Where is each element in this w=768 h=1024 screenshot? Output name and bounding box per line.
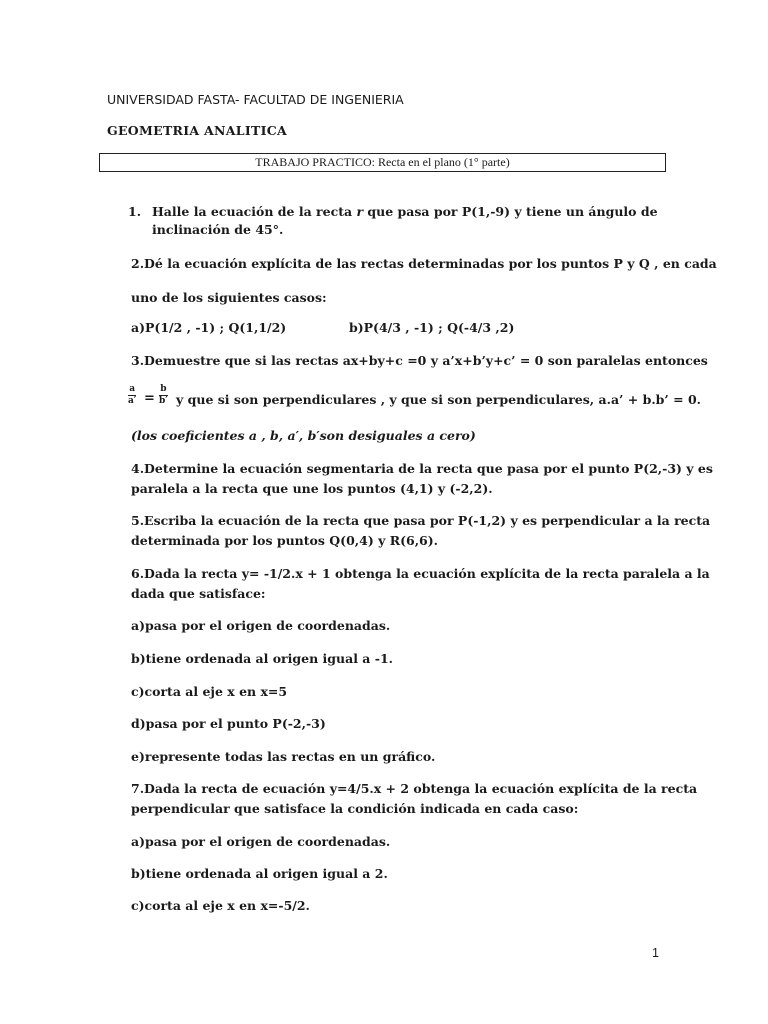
q4-line2: paralela a la recta que une los puntos (4,1) y (-2,2). (131, 481, 493, 496)
q1-line2: inclinación de 45°. (152, 222, 284, 237)
worksheet-title-left: TRABAJO PRACTICO: (255, 155, 375, 169)
q7-item-c: c)corta al eje x en x=-5/2. (131, 898, 310, 913)
q3-frac2-numerator: b (160, 384, 167, 394)
q3-line1: 3.Demuestre que si las rectas ax+by+c =0 y a’x+b’y+c’ = 0 son paralelas entonces (131, 353, 708, 368)
page-number: 1 (652, 946, 659, 960)
q3-frac1-denominator: a′ (128, 396, 137, 406)
q6-item-c: c)corta al eje x en x=5 (131, 684, 288, 699)
q3-frac2-denominator: b′ (159, 396, 168, 406)
q2-line2: uno de los siguientes casos: (131, 290, 327, 305)
q2-case-a: a)P(1/2 , -1) ; Q(1,1/2) (131, 320, 287, 335)
q3-equals: = (144, 391, 155, 406)
q3-fraction-b (159, 384, 168, 407)
university-header: UNIVERSIDAD FASTA- FACULTAD DE INGENIERIA (107, 92, 404, 107)
worksheet-title-right: Recta en el plano (1° parte) (377, 155, 510, 169)
q6-item-d: d)pasa por el punto P(-2,-3) (131, 716, 326, 731)
q6-item-e: e)represente todas las rectas en un gráfico. (131, 749, 436, 764)
q2-case-b: b)P(4/3 , -1) ; Q(-4/3 ,2) (349, 320, 515, 335)
q3-fraction-a (128, 384, 136, 407)
q1-text-a: Halle la ecuación de la recta (152, 204, 353, 219)
worksheet-title-box (99, 153, 666, 172)
q5-line1: 5.Escriba la ecuación de la recta que pasa por P(-1,2) y es perpendicular a la recta (131, 513, 711, 528)
q5-line2: determinada por los puntos Q(0,4) y R(6,6). (131, 533, 439, 548)
q6-line2: dada que satisface: (131, 586, 266, 601)
q6-line1: 6.Dada la recta y= -1/2.x + 1 obtenga la ecuación explícita de la recta paralela a la (131, 566, 710, 581)
q1-var-r: r (356, 204, 364, 219)
q4-line1: 4.Determine la ecuación segmentaria de la recta que pasa por el punto P(2,-3) y es (131, 461, 713, 476)
q7-item-a: a)pasa por el origen de coordenadas. (131, 834, 391, 849)
q1-line1 (152, 204, 658, 219)
q7-line2: perpendicular que satisface la condición indicada en cada caso: (131, 801, 579, 816)
q3-line2: y que si son perpendiculares , y que si son perpendiculares, a.a’ + b.b’ = 0. (176, 392, 701, 407)
q7-item-b: b)tiene ordenada al origen igual a 2. (131, 866, 388, 881)
q3-note: (los coeficientes a , b, a′, b′son desiguales a cero) (131, 428, 476, 443)
q6-item-a: a)pasa por el origen de coordenadas. (131, 618, 391, 633)
q1-text-b: que pasa por P(1,-9) y tiene un ángulo de (367, 204, 658, 219)
q3-frac1-numerator: a (129, 384, 136, 394)
q1-number: 1. (128, 204, 142, 219)
q7-line1: 7.Dada la recta de ecuación y=4/5.x + 2 obtenga la ecuación explícita de la recta (131, 781, 698, 796)
q6-item-b: b)tiene ordenada al origen igual a -1. (131, 651, 393, 666)
course-title: GEOMETRIA ANALITICA (107, 123, 287, 138)
q2-line1: 2.Dé la ecuación explícita de las rectas determinadas por los puntos P y Q , en cada (131, 256, 717, 271)
